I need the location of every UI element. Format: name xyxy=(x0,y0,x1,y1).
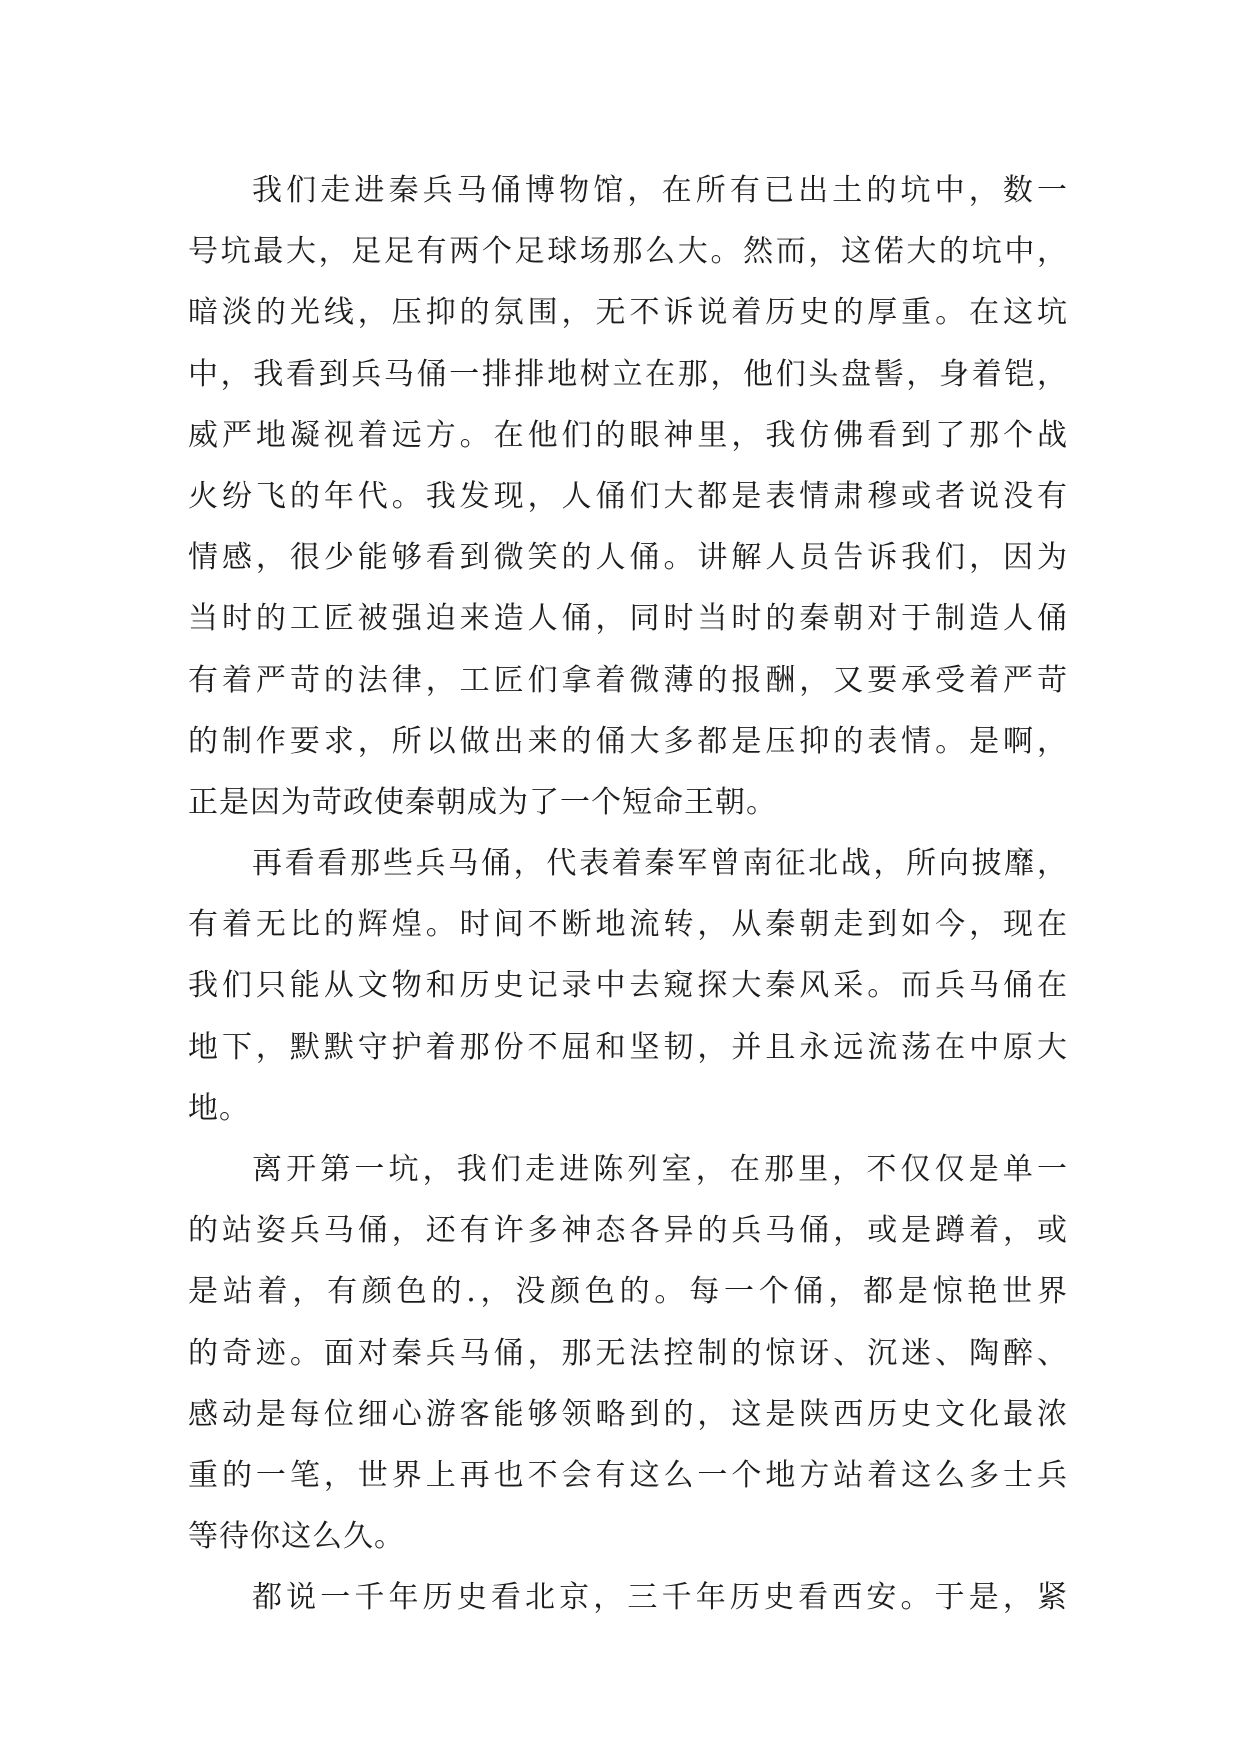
text-line: 有着无比的辉煌。时间不断地流转，从秦朝走到如今，现在 xyxy=(188,907,1068,943)
text-line: 的奇迹。面对秦兵马俑，那无法控制的惊讶、沉迷、陶醉、 xyxy=(188,1335,1068,1371)
text-line: 感动是每位细心游客能够领略到的，这是陕西历史文化最浓 xyxy=(188,1396,1068,1432)
text-line: 当时的工匠被强迫来造人俑，同时当时的秦朝对于制造人俑 xyxy=(188,601,1068,637)
paragraph-4 xyxy=(188,1567,1068,1628)
text-line: 再看看那些兵马俑，代表着秦军曾南征北战，所向披靡， xyxy=(252,846,1068,882)
text-line: 等待你这么久。 xyxy=(188,1519,405,1555)
text-line: 地下，默默守护着那份不屈和坚韧，并且永远流荡在中原大 xyxy=(188,1029,1068,1065)
text-line: 是站着，有颜色的.，没颜色的。每一个俑，都是惊艳世界 xyxy=(188,1274,1068,1310)
paragraph-2 xyxy=(188,833,1068,1139)
paragraph-1 xyxy=(188,160,1068,833)
paragraph-3 xyxy=(188,1139,1068,1567)
text-line: 的制作要求，所以做出来的俑大多都是压抑的表情。是啊， xyxy=(188,723,1068,759)
text-line: 号坑最大，足足有两个足球场那么大。然而，这偌大的坑中， xyxy=(188,234,1068,270)
text-line: 的站姿兵马俑，还有许多神态各异的兵马俑，或是蹲着，或 xyxy=(188,1213,1068,1249)
text-line: 有着严苛的法律，工匠们拿着微薄的报酬，又要承受着严苛 xyxy=(188,662,1068,698)
text-line: 暗淡的光线，压抑的氛围，无不诉说着历史的厚重。在这坑 xyxy=(188,295,1068,331)
text-line: 我们只能从文物和历史记录中去窥探大秦风采。而兵马俑在 xyxy=(188,968,1068,1004)
text-line: 离开第一坑，我们走进陈列室，在那里，不仅仅是单一 xyxy=(252,1152,1068,1187)
text-line: 火纷飞的年代。我发现，人俑们大都是表情肃穆或者说没有 xyxy=(188,478,1068,514)
text-line: 正是因为苛政使秦朝成为了一个短命王朝。 xyxy=(188,784,777,820)
text-line: 我们走进秦兵马俑博物馆，在所有已出土的坑中，数一 xyxy=(252,173,1068,208)
text-line: 重的一笔，世界上再也不会有这么一个地方站着这么多士兵 xyxy=(188,1457,1068,1493)
document-body xyxy=(188,160,1068,1629)
text-line: 情感，很少能够看到微笑的人俑。讲解人员告诉我们，因为 xyxy=(188,540,1068,576)
text-line: 地。 xyxy=(188,1090,250,1126)
text-line: 中，我看到兵马俑一排排地树立在那，他们头盘髻，身着铠， xyxy=(188,356,1068,392)
text-line: 威严地凝视着远方。在他们的眼神里，我仿佛看到了那个战 xyxy=(188,417,1068,453)
text-line: 都说一千年历史看北京，三千年历史看西安。于是，紧 xyxy=(252,1580,1068,1616)
